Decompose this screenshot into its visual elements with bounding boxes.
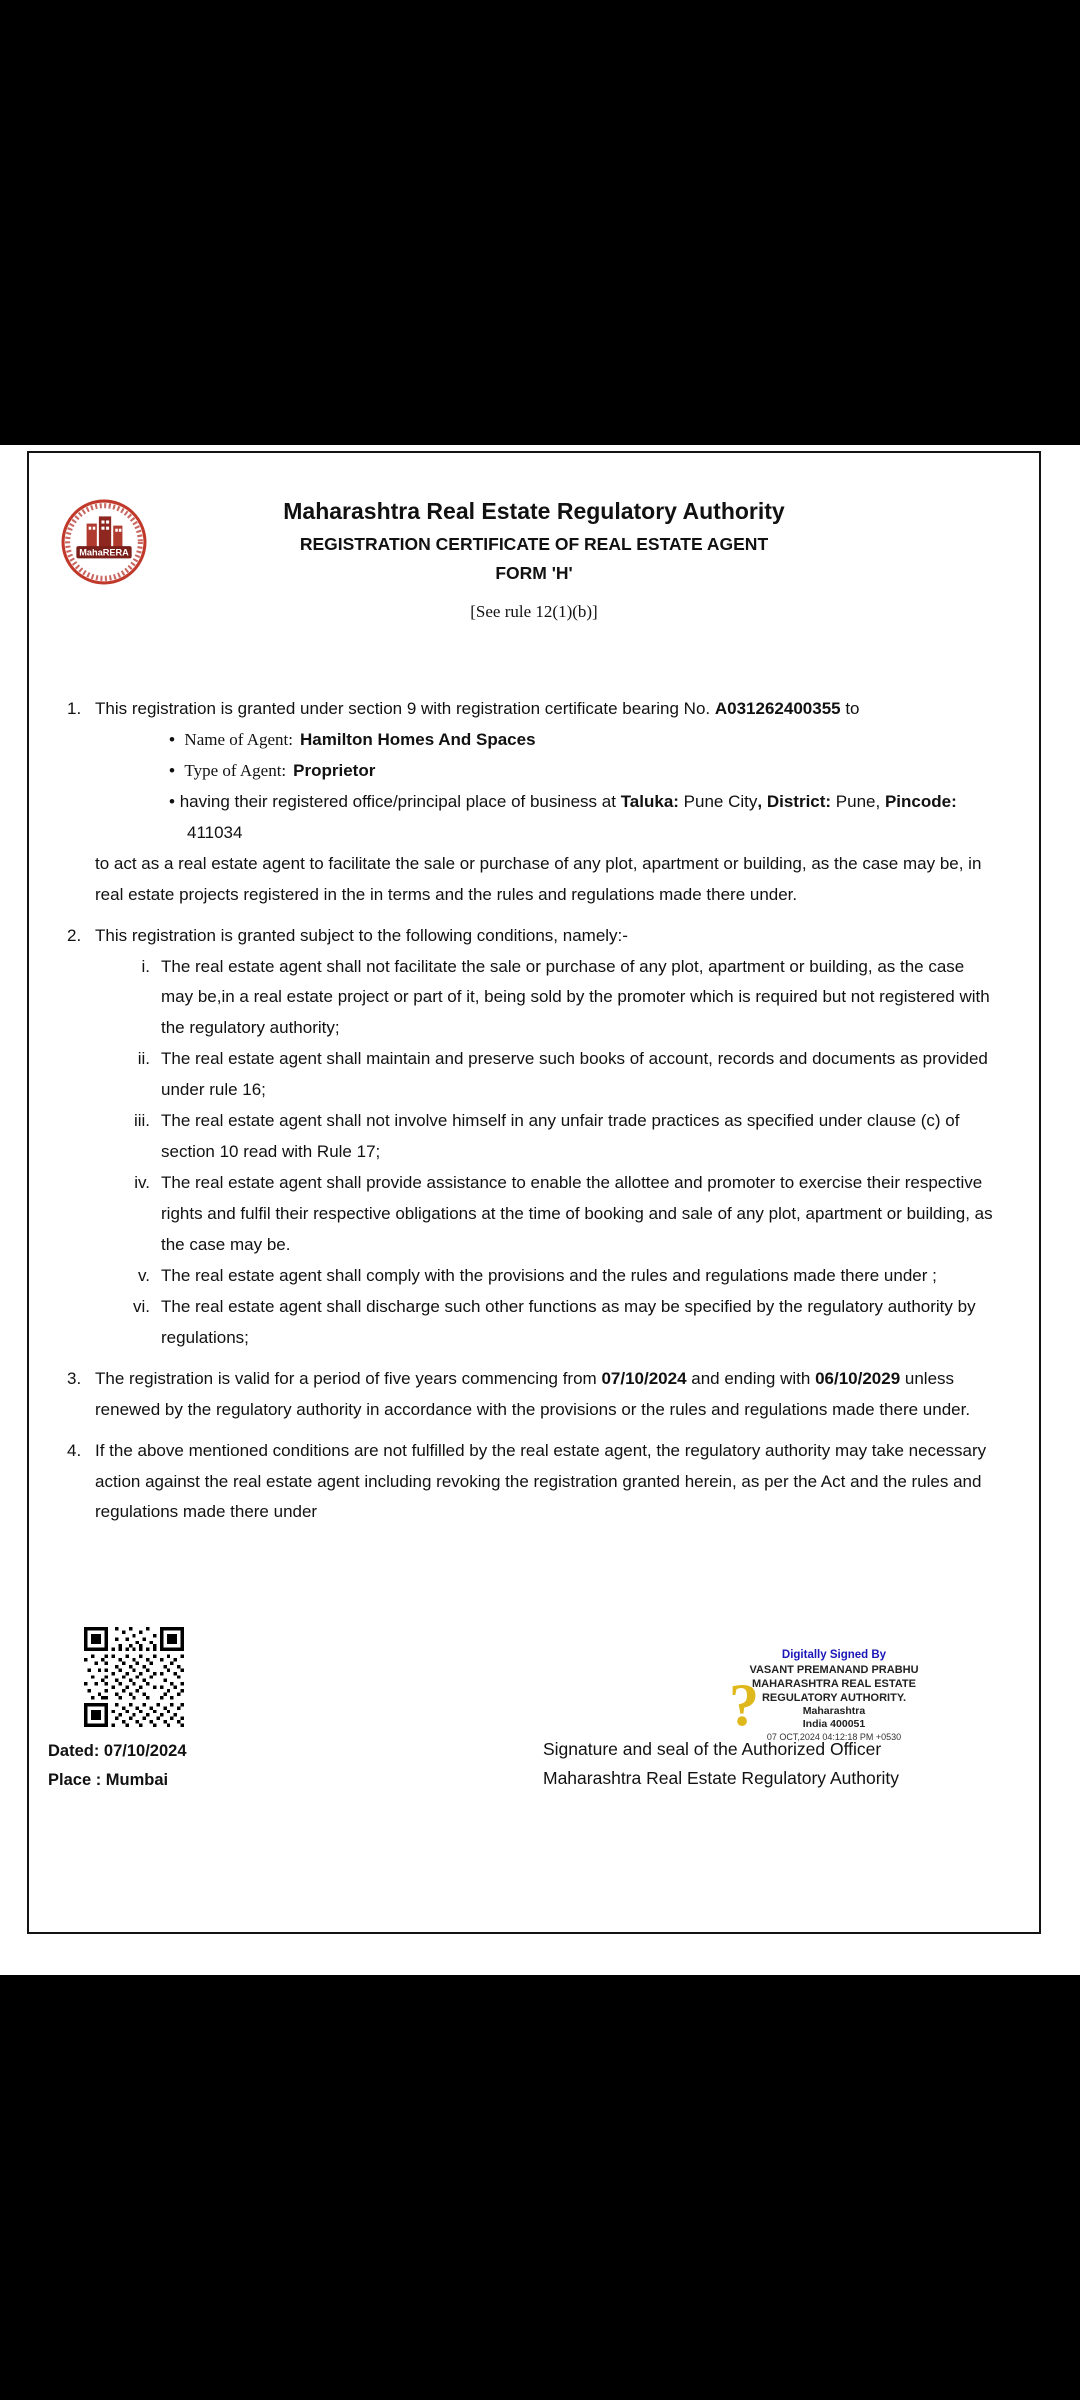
clause-2 [67,921,995,1354]
condition-i [95,952,995,1045]
clause-4-text: If the above mentioned conditions are not fulfilled by the real estate agent, the regulatory authority may take necessary action against the real estate agent including revoking the registration granted herein, as per the Act and the rules and regulations made there under [95,1440,987,1522]
agent-details-list [95,725,995,849]
agent-type-value: Proprietor [293,760,376,780]
signatory-org-line2: REGULATORY AUTHORITY. [761,1692,907,1704]
condition-iv [95,1168,995,1261]
condition-ii-text: The real estate agent shall maintain and preserve such books of account, records and documents as provided under rule 16; [161,1049,988,1100]
clause-3 [67,1364,995,1426]
place-line: Place : Mumbai [48,1771,169,1789]
agent-type-label: Type of Agent: [184,760,287,780]
signatory-name: VASANT PREMANAND PRABHU [749,1664,919,1676]
maharera-logo [61,499,147,585]
authority-title: Maharashtra Real Estate Regulatory Authority [283,498,785,524]
clause-1-continuation: to act as a real estate agent to facilitate the sale or purchase of any plot, apartment or building, as the case may be, in real estate projects registered in the in terms and the rules and regulations made there under. [95,853,982,904]
sign-off-block [543,1735,899,1792]
qr-code [84,1627,184,1727]
condition-ii [95,1044,995,1106]
agent-name-value: Hamilton Homes And Spaces [300,729,536,749]
agent-name-label: Name of Agent: [184,729,294,749]
digitally-signed-by: Digitally Signed By [781,1649,887,1661]
condition-iv-numeral: iv. [134,1173,150,1193]
dated-place-block [48,1737,187,1795]
agent-office-row: • having their registered office/principal place of business at Taluka: Pune City, District: Pune, Pincode: 411034 [169,787,995,849]
sign-off-line1: Signature and seal of the Authorized Officer [543,1739,882,1759]
digital-signature-block [669,1648,999,1743]
clause-3-text: The registration is valid for a period of five years commencing from 07/10/2024 and ending with 06/10/2029 unless renewed by the regulatory authority in accordance with the provisions or the rules and regulations made there under. [95,1368,971,1419]
certificate-header [29,453,1039,624]
seal-band-text: MahaRERA [79,547,129,558]
certificate-border [27,451,1041,1934]
condition-v-text: The real estate agent shall comply with the provisions and the rules and regulations made there under ; [161,1265,937,1285]
maharera-seal-graphic [61,499,147,585]
form-title: FORM 'H' [495,563,573,583]
signature-validation-question-mark-icon: ? [729,1672,759,1738]
condition-v-numeral: v. [138,1265,150,1285]
certificate-sheet [0,445,1080,1975]
clause-4-number: 4. [67,1440,82,1460]
condition-iii-numeral: iii. [133,1111,150,1131]
condition-v [95,1261,995,1292]
condition-iii [95,1106,995,1168]
clause-1-intro: This registration is granted under section 9 with registration certificate bearing No. A031262400355 to [95,699,860,718]
condition-ii-numeral: ii. [137,1049,150,1069]
rule-reference: [See rule 12(1)(b)] [470,602,598,621]
condition-vi-numeral: vi. [133,1296,150,1316]
sign-off-line2: Maharashtra Real Estate Regulatory Authority [543,1767,900,1788]
condition-iii-text: The real estate agent shall not involve himself in any unfair trade practices as specified under clause (c) of section 10 read with Rule 17; [161,1111,960,1162]
condition-iv-text: The real estate agent shall provide assistance to enable the allottee and promoter to exercise their respective rights and fulfil their respective obligations at the time of booking and sale of any plot, apartment or building, as the case may be. [161,1173,993,1254]
signatory-state: Maharashtra [802,1705,866,1717]
certificate-title: REGISTRATION CERTIFICATE OF REAL ESTATE AGENT [299,534,769,554]
qr-code-graphic [84,1627,184,1727]
clause-4 [67,1436,995,1529]
dated-line: Dated: 07/10/2024 [48,1742,187,1760]
signature-timestamp: 07 OCT,2024 04:12:18 PM +0530 [766,1732,902,1742]
signatory-location: India 400051 [802,1718,866,1730]
certificate-body [67,694,995,1528]
agent-type-row [169,756,995,787]
clause-1 [67,694,995,911]
agent-name-row [169,725,995,756]
condition-vi-text: The real estate agent shall discharge such other functions as may be specified by the regulatory authority by regulations; [161,1296,976,1347]
clause-1-number: 1. [67,699,82,718]
condition-i-text: The real estate agent shall not facilitate the sale or purchase of any plot, apartment or building, as the case may be,in a real estate project or part of it, being sold by the promoter which is required but not registered with the regulatory authority; [161,956,990,1038]
signatory-org-line1: MAHARASHTRA REAL ESTATE [752,1678,916,1690]
condition-vi [95,1292,995,1354]
clause-3-number: 3. [67,1368,82,1388]
clause-2-intro: This registration is granted subject to the following conditions, namely:- [95,925,628,945]
condition-i-numeral: i. [141,956,150,976]
clause-2-number: 2. [67,925,82,945]
